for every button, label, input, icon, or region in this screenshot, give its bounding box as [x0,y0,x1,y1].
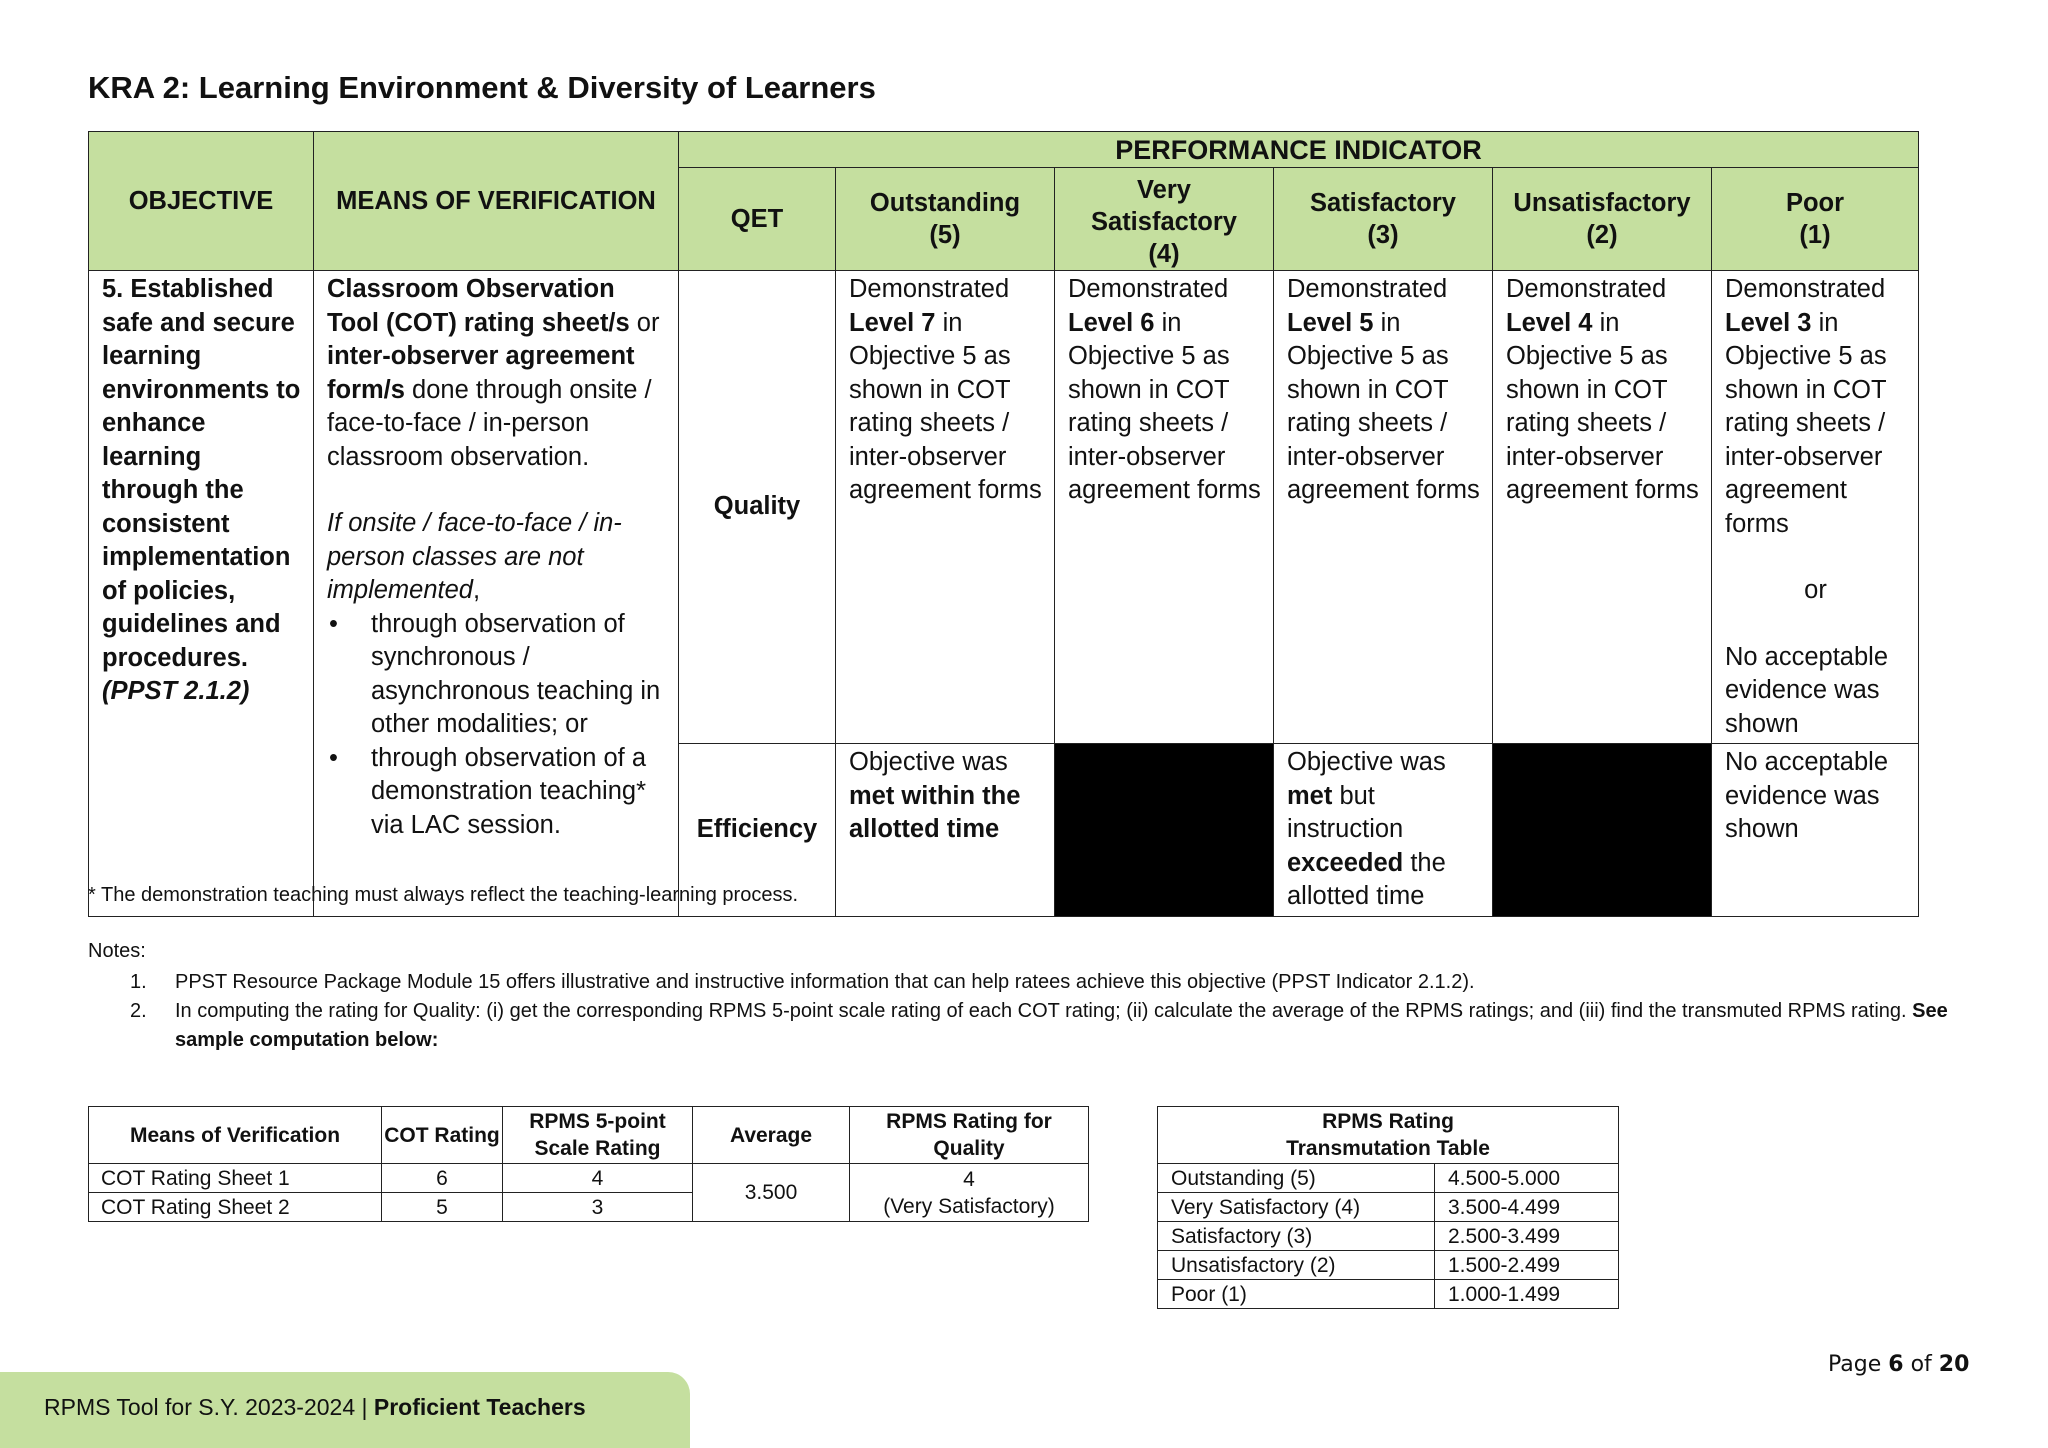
quality-text-post: in Objective 5 as shown in COT rating sheets / inter-observer agreement forms [1068,308,1261,504]
quality-level: Level 7 [849,308,936,337]
quality-poor-main [1725,273,1906,541]
header-very-satisfactory-line2: Satisfactory [1091,208,1237,236]
sample-cot: 6 [382,1164,503,1193]
header-outstanding-score: (5) [929,221,961,249]
mov-bold-2: inter-observer agreement form/s [327,342,635,404]
header-very-satisfactory [1055,168,1274,271]
sample-computation-table [88,1106,1089,1222]
mov-bullets [327,608,666,843]
sample-rpms: 4 [503,1164,693,1193]
efficiency-outstanding [836,744,1055,917]
header-performance-indicator: PERFORMANCE INDICATOR [679,132,1919,168]
qet-quality: Quality [679,271,836,744]
transmutation-label: Satisfactory (3) [1158,1222,1435,1251]
quality-satisfactory [1274,271,1493,744]
sample-header: RPMS 5-point Scale Rating [503,1107,693,1164]
transmutation-row [1158,1280,1619,1309]
transmutation-row [1158,1193,1619,1222]
sample-header: COT Rating [382,1107,503,1164]
sample-cot: 5 [382,1193,503,1222]
objective-ref: (PPST 2.1.2) [102,677,250,705]
quality-very-satisfactory [1055,271,1274,744]
quality-level: Level 3 [1725,308,1812,337]
quality-poor-or: or [1804,576,1827,604]
sample-mov: COT Rating Sheet 1 [89,1164,382,1193]
sample-quality-value: 4 [963,1167,975,1191]
transmutation-range: 1.000-1.499 [1435,1280,1619,1309]
notes-list [130,968,1960,1055]
objective-cell [89,271,314,917]
transmutation-row [1158,1251,1619,1280]
transmutation-range: 3.500-4.499 [1435,1193,1619,1222]
sample-quality-label: (Very Satisfactory) [883,1194,1055,1218]
quality-text-pre: Demonstrated [1725,275,1886,303]
mov-or: or [629,308,660,337]
note-number: 2. [130,1000,147,1022]
header-unsatisfactory-label: Unsatisfactory [1513,189,1691,217]
mov-italic: If onsite / face-to-face / in-person classes are not implemented [327,509,622,604]
header-poor-label: Poor [1785,189,1845,217]
efficiency-poor: No acceptable evidence was shown [1712,744,1919,917]
objective-text: 5. Established safe and secure learning environments to enhance learning through the consistent implementation of policies, guidelines and procedures. [102,275,301,672]
header-poor-score: (1) [1799,221,1831,249]
mov-condition [327,507,666,608]
note-text: In computing the rating for Quality: (i) get the corresponding RPMS 5-point scale rating of each COT rating; (ii) calculate the average of the RPMS ratings; and (iii) find the transmuted RPMS rating. [175,1000,1913,1022]
header-means-of-verification: MEANS OF VERIFICATION [314,132,679,271]
transmutation-label: Very Satisfactory (4) [1158,1193,1435,1222]
header-unsatisfactory [1493,168,1712,271]
sample-header: Average [693,1107,850,1164]
note-bold: See sample computation below: [175,1000,1948,1051]
mov-bullet: • through observation of a demonstration teaching* via LAC session. [327,742,666,843]
quality-text-post: in Objective 5 as shown in COT rating sheets / inter-observer agreement forms [1506,308,1699,504]
note-number: 1. [130,971,147,993]
header-unsatisfactory-score: (2) [1586,221,1618,249]
footer-bold: Proficient Teachers [373,1394,586,1420]
transmutation-table [1157,1106,1619,1309]
header-satisfactory [1274,168,1493,271]
footer-label: RPMS Tool for S.Y. 2023-2024 | [44,1394,374,1420]
transmutation-row [1158,1164,1619,1193]
mov-bold-1: Classroom Observation Tool (COT) rating sheet/s [327,275,630,337]
efficiency-outstanding-bold: met within the allotted time [849,781,1021,843]
transmutation-range: 1.500-2.499 [1435,1251,1619,1280]
transmutation-header-line2: Transmutation Table [1286,1137,1490,1160]
page-current: 6 [1888,1352,1904,1377]
header-objective: OBJECTIVE [89,132,314,271]
sample-mov: COT Rating Sheet 2 [89,1193,382,1222]
quality-poor-extra: No acceptable evidence was shown [1725,642,1889,738]
transmutation-label: Poor (1) [1158,1280,1435,1309]
efficiency-satisfactory-post: the allotted time [1287,848,1446,910]
mov-comma: , [473,576,481,604]
mov-description [327,273,666,474]
quality-text-post: in Objective 5 as shown in COT rating sheets / inter-observer agreement forms [1287,308,1480,504]
page-prefix: Page [1828,1352,1889,1377]
header-satisfactory-label: Satisfactory [1310,189,1456,217]
efficiency-outstanding-pre: Objective was [849,748,1008,776]
quality-level: Level 5 [1287,308,1374,337]
quality-level: Level 4 [1506,308,1593,337]
efficiency-satisfactory-bold2: exceeded [1287,848,1404,877]
transmutation-row [1158,1222,1619,1251]
mov-cell [314,271,679,917]
header-very-satisfactory-score: (4) [1148,240,1180,268]
mov-rest: done through onsite / face-to-face / in-person classroom observation. [327,375,652,471]
efficiency-satisfactory [1274,744,1493,917]
quality-text-pre: Demonstrated [1287,275,1448,303]
note-item [130,997,1960,1055]
page-of: of [1903,1352,1939,1377]
transmutation-range: 4.500-5.000 [1435,1164,1619,1193]
efficiency-satisfactory-pre: Objective was [1287,748,1446,776]
efficiency-satisfactory-mid: but instruction [1287,781,1404,843]
footer-text [44,1394,586,1421]
efficiency-unsatisfactory-blank [1493,744,1712,917]
quality-text-post: in Objective 5 as shown in COT rating sheets / inter-observer agreement forms [849,308,1042,504]
quality-level: Level 6 [1068,308,1155,337]
transmutation-header [1158,1107,1619,1164]
quality-poor [1712,271,1919,744]
qet-efficiency: Efficiency [679,744,836,917]
transmutation-label: Outstanding (5) [1158,1164,1435,1193]
header-very-satisfactory-line1: Very [1137,176,1191,204]
header-outstanding [836,168,1055,271]
kra-title: KRA 2: Learning Environment & Diversity of Learners [88,70,876,105]
transmutation-header-line1: RPMS Rating [1322,1110,1454,1133]
quality-text-pre: Demonstrated [1068,275,1229,303]
sample-row [89,1164,1089,1193]
notes-label: Notes: [88,940,146,962]
sample-header: Means of Verification [89,1107,382,1164]
sample-header: RPMS Rating for Quality [850,1107,1089,1164]
transmutation-label: Unsatisfactory (2) [1158,1251,1435,1280]
page-number [1828,1352,1969,1377]
sample-rpms: 3 [503,1193,693,1222]
quality-text-pre: Demonstrated [849,275,1010,303]
mov-bullet: • through observation of synchronous / asynchronous teaching in other modalities; or [327,608,666,742]
rubric-table [88,131,1919,917]
quality-text-post: in Objective 5 as shown in COT rating sheets / inter-observer agreement forms [1725,308,1887,538]
efficiency-very-satisfactory-blank [1055,744,1274,917]
quality-unsatisfactory [1493,271,1712,744]
header-outstanding-label: Outstanding [869,189,1021,217]
note-item [130,968,1960,997]
sample-quality [850,1164,1089,1222]
footnote: * The demonstration teaching must always reflect the teaching-learning process. [88,884,799,906]
sample-average: 3.500 [693,1164,850,1222]
page-total: 20 [1938,1352,1970,1377]
header-satisfactory-score: (3) [1367,221,1399,249]
quality-text-pre: Demonstrated [1506,275,1667,303]
quality-outstanding [836,271,1055,744]
efficiency-satisfactory-bold1: met [1287,781,1333,810]
note-text: PPST Resource Package Module 15 offers illustrative and instructive information that can help ratees achieve this objective (PPST Indicator 2.1.2). [175,971,1475,993]
transmutation-range: 2.500-3.499 [1435,1222,1619,1251]
header-qet: QET [679,168,836,271]
header-poor [1712,168,1919,271]
